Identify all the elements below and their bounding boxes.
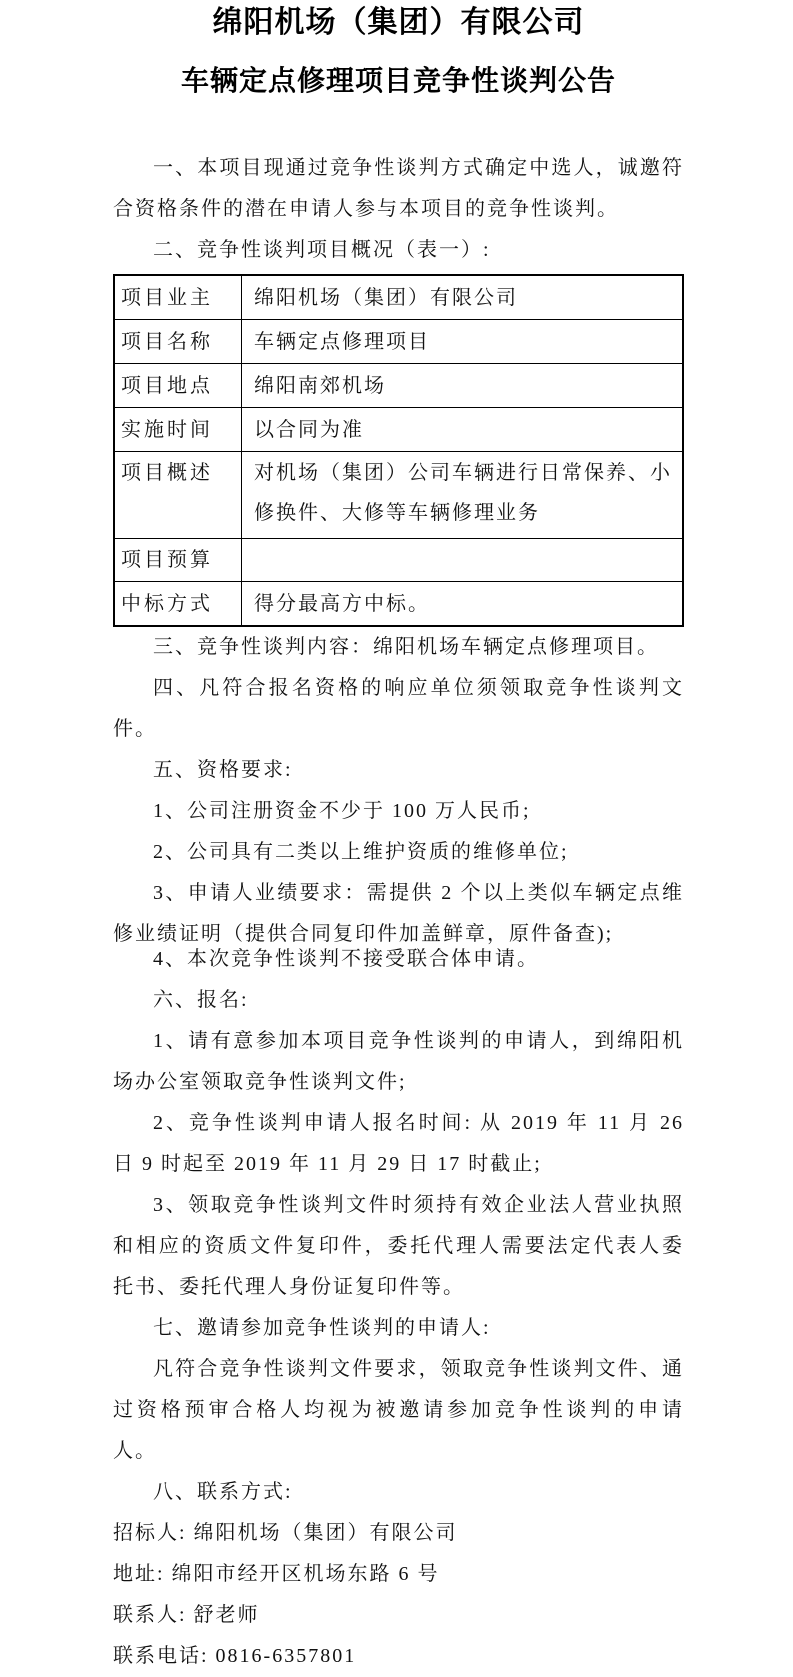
contact-bidder: 招标人: 绵阳机场（集团）有限公司: [113, 1522, 458, 1544]
row-value: 得分最高方中标。: [242, 582, 684, 627]
section-6-heading: 六、报名:: [153, 989, 249, 1011]
table-row-project-summary: [114, 452, 683, 539]
section-5-item-1: 1、公司注册资金不少于 100 万人民币;: [153, 800, 531, 822]
table-row-project-name: [114, 320, 683, 364]
contact-person: 联系人: 舒老师: [113, 1604, 260, 1626]
section-8-heading: 八、联系方式:: [153, 1481, 293, 1503]
row-value: 对机场（集团）公司车辆进行日常保养、小修换件、大修等车辆修理业务: [242, 452, 684, 539]
section-6-item-1: 1、请有意参加本项目竞争性谈判的申请人，到绵阳机场办公室领取竞争性谈判文件;: [113, 1030, 684, 1093]
document-body: [113, 148, 684, 1677]
section-6-item-2: 2、竞争性谈判申请人报名时间: 从 2019 年 11 月 26 日 9 时起至 2019 年 11 月 29 日 17 时截止;: [113, 1112, 684, 1175]
document-subtitle: 车辆定点修理项目竞争性谈判公告: [180, 66, 616, 97]
row-label: 实施时间: [114, 408, 242, 452]
row-label: 项目名称: [114, 320, 242, 364]
section-5-item-2: 2、公司具有二类以上维护资质的维修单位;: [153, 841, 569, 863]
contact-block: [113, 1513, 684, 1677]
section-5-heading: 五、资格要求:: [153, 759, 293, 781]
section-5-item-3: 3、申请人业绩要求：需提供 2 个以上类似车辆定点维修业绩证明（提供合同复印件加盖鲜章，原件备查);: [113, 882, 684, 945]
row-value: 车辆定点修理项目: [242, 320, 684, 364]
section-7-heading: 七、邀请参加竞争性谈判的申请人:: [153, 1317, 491, 1339]
table-row-award-method: [114, 582, 683, 627]
row-label: 项目预算: [114, 539, 242, 582]
section-1-paragraph: 一、本项目现通过竞争性谈判方式确定中选人，诚邀符合资格条件的潜在申请人参与本项目的竞争性谈判。: [113, 157, 684, 220]
row-value: 绵阳南郊机场: [242, 364, 684, 408]
row-value: 以合同为准: [242, 408, 684, 452]
table-row-project-location: [114, 364, 683, 408]
table-row-implementation-time: [114, 408, 683, 452]
section-3-paragraph: 三、竞争性谈判内容：绵阳机场车辆定点修理项目。: [153, 636, 659, 658]
row-value: 绵阳机场（集团）有限公司: [242, 275, 684, 320]
section-6-item-3: 3、领取竞争性谈判文件时须持有效企业法人营业执照和相应的资质文件复印件，委托代理人需要法定代表人委托书、委托代理人身份证复印件等。: [113, 1194, 684, 1298]
row-value: [242, 539, 684, 582]
section-5-item-4: 4、本次竞争性谈判不接受联合体申请。: [153, 948, 539, 970]
contact-phone: 联系电话: 0816-6357801: [113, 1645, 357, 1667]
section-7-paragraph: 凡符合竞争性谈判文件要求，领取竞争性谈判文件、通过资格预审合格人均视为被邀请参加竞争性谈判的申请人。: [113, 1358, 684, 1462]
document-title: 绵阳机场（集团）有限公司: [212, 6, 585, 39]
section-2-heading: 二、竞争性谈判项目概况（表一）:: [153, 239, 491, 261]
project-overview-table: [113, 274, 684, 627]
section-4-paragraph: 四、凡符合报名资格的响应单位须领取竞争性谈判文件。: [113, 677, 684, 740]
row-label: 项目地点: [114, 364, 242, 408]
contact-address: 地址: 绵阳市经开区机场东路 6 号: [113, 1563, 440, 1585]
table-row-project-budget: [114, 539, 683, 582]
row-label: 项目业主: [114, 275, 242, 320]
row-label: 项目概述: [114, 452, 242, 539]
table-row-project-owner: [114, 275, 683, 320]
row-label: 中标方式: [114, 582, 242, 627]
